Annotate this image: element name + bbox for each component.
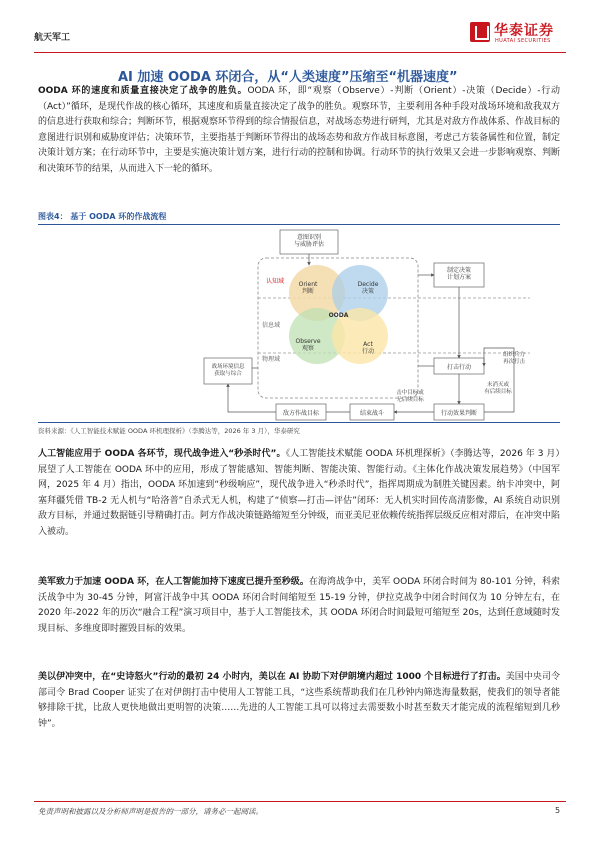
enemy-target-text: 敌方作战目标 (282, 410, 320, 417)
cognitive-domain-label: 认知域 (266, 278, 285, 285)
figure-source: 资料来源：《人工智能技术赋能 OODA 环机理探析》（李腾达等，2026 年 3 月），华泰研究 (38, 427, 300, 435)
paragraph-us-iran (38, 670, 560, 732)
observe-label: Observe 观察 (295, 338, 321, 352)
paragraph-body: 美国中央司令部司令 Brad Cooper 证实了在对伊朗打击中使用人工智能工具，“这些系统帮助我们在几秒钟内筛选海量数据，使我们的领导者能够排除干扰，比敌人更快地做出更明智的决策……先进的人工智能工具可以将过去需要数小时甚至数天才能完成的流程缩短到几秒钟”。 (38, 672, 560, 729)
ooda-center-label: OODA (328, 312, 349, 319)
huatai-logo (470, 20, 566, 48)
paragraph-lead: 美军致力于加速 OODA 环，在人工智能加持下速度已提升至秒级。 (38, 577, 309, 587)
figure-bottom-rule (38, 422, 560, 423)
reorg-text: 组织兵力再次打击 (502, 352, 526, 365)
paragraph-us-ooda (38, 575, 560, 637)
ooda-flow-diagram (200, 228, 555, 423)
report-section-label: 航天军工 (34, 33, 71, 43)
paragraph-lead: 人工智能应用于 OODA 各环节，现代战争进入“秒杀时代”。 (38, 449, 286, 459)
paragraph-lead: 美以伊冲突中，在“史诗怒火”行动的最初 24 小时内，美以在 AI 协助下对伊朗境内超过 1000 个目标进行了打击。 (38, 672, 506, 682)
figure-top-rule (38, 224, 560, 225)
footer-disclaimer: 免责声明和披露以及分析师声明是报告的一部分，请务必一起阅读。 (38, 807, 263, 816)
page-number: 5 (555, 806, 561, 815)
paragraph-lead: OODA 环的速度和质量直接决定了战争的胜负。 (38, 86, 248, 96)
env-info-text: 战场环境信息获取与综合 (211, 364, 245, 377)
paragraph-body: 在海湾战争中，美军 OODA 环闭合时间为 80-101 分钟，科索沃战争中为 30-45 分钟，阿富汗战争中其 OODA 环闭合时间缩短至 15-19 分钟，伊拉克战争中闭合时间仅为 10 分钟左右，在 2020 年-2022 年的历次“融合工程”演习项目中，基于人工智能技术，其 OODA 环闭合时间最短可缩短至 20s，达到任意域随时发现目标、多维度即时摧毁目标的效果。 (38, 577, 560, 634)
footer-divider (34, 801, 566, 802)
logo-text-cn: 华泰证券 (494, 23, 554, 39)
section-title: AI 加速 OODA 环闭合，从“人类速度”压缩至“机器速度” (118, 70, 458, 85)
effect-eval-text: 行动效果判断 (440, 410, 478, 417)
intel-identify-text: 意图识别与威胁评估 (293, 234, 325, 248)
orient-label: Orient 判断 (298, 281, 318, 295)
strike-text: 打击行动 (446, 364, 472, 371)
paragraph-ooda-intro (38, 84, 560, 178)
physical-domain-label: 物理域 (262, 356, 281, 363)
decide-label: Decide 决策 (357, 281, 379, 295)
paragraph-body: OODA 环，即“观察（Observe）-判断（Orient）-决策（Decide）-行动（Act）”循环，是现代作战的核心循环，其速度和质量直接决定了战争的胜负。观察环节，主要利用各种手段对战场环境和敌我双方的信息进行获取和综合；判断环节，根据观察环节得到的综合情报信息，对战场态势进行研判，尤其是对敌方作战体系、作战目标的意图进行识别和威胁度评估；决策环节，主要指基于判断环节得出的战场态势和敌方作战目标意图，考虑己方装备属性和位置，制定决策计划方案；在行动环节中，主要是实施决策计划方案，进行行动的控制和协调。行动环节的执行效果又会进一步影响观察、判断和决策环节的结果，从而进入下一轮的循环。 (38, 86, 561, 174)
end-combat-text: 结束战斗 (359, 410, 385, 417)
info-domain-label: 信息域 (262, 322, 281, 329)
make-plan-text: 制定决策计划方案 (446, 267, 472, 281)
destroyed-text: 击中目标或无后续目标 (396, 390, 424, 403)
act-label: Act 行动 (361, 341, 375, 355)
logo-text-en: HUATAI SECURITIES (495, 38, 551, 44)
arrow-target-env (228, 384, 276, 412)
not-destroyed-text: 未消灭或有后续目标 (484, 382, 512, 395)
header-divider (34, 52, 566, 53)
huatai-logo-icon (470, 22, 490, 42)
paragraph-ai-ooda (38, 447, 560, 541)
paragraph-body: 《人工智能技术赋能 OODA 环机理探析》（李腾达等，2026 年 3 月）展望了人工智能在 OODA 环中的应用，形成了智能感知、智能判断、智能决策、智能行动。《主体化作战决策发展趋势》（中国军网，2025 年 4 月）指出，OODA 环加速到“秒级响应”，现代战争进入“秒杀时代”，指挥周期成为制胜关键因素。纳卡冲突中，阿塞拜疆凭借 TB-2 无人机与“哈洛普”自杀式无人机，构建了“侦察—打击—评估”闭环：无人机实时回传高清影像，AI 系统自动识别敌方目标，并通过数据链引导精确打击。阿方作战决策链路缩短至分钟级，而亚美尼亚依赖传统指挥层级反应相对滞后，在冲突中陷入被动。 (38, 449, 561, 537)
figure-title: 图表4： 基于 OODA 环的作战流程 (38, 212, 167, 221)
